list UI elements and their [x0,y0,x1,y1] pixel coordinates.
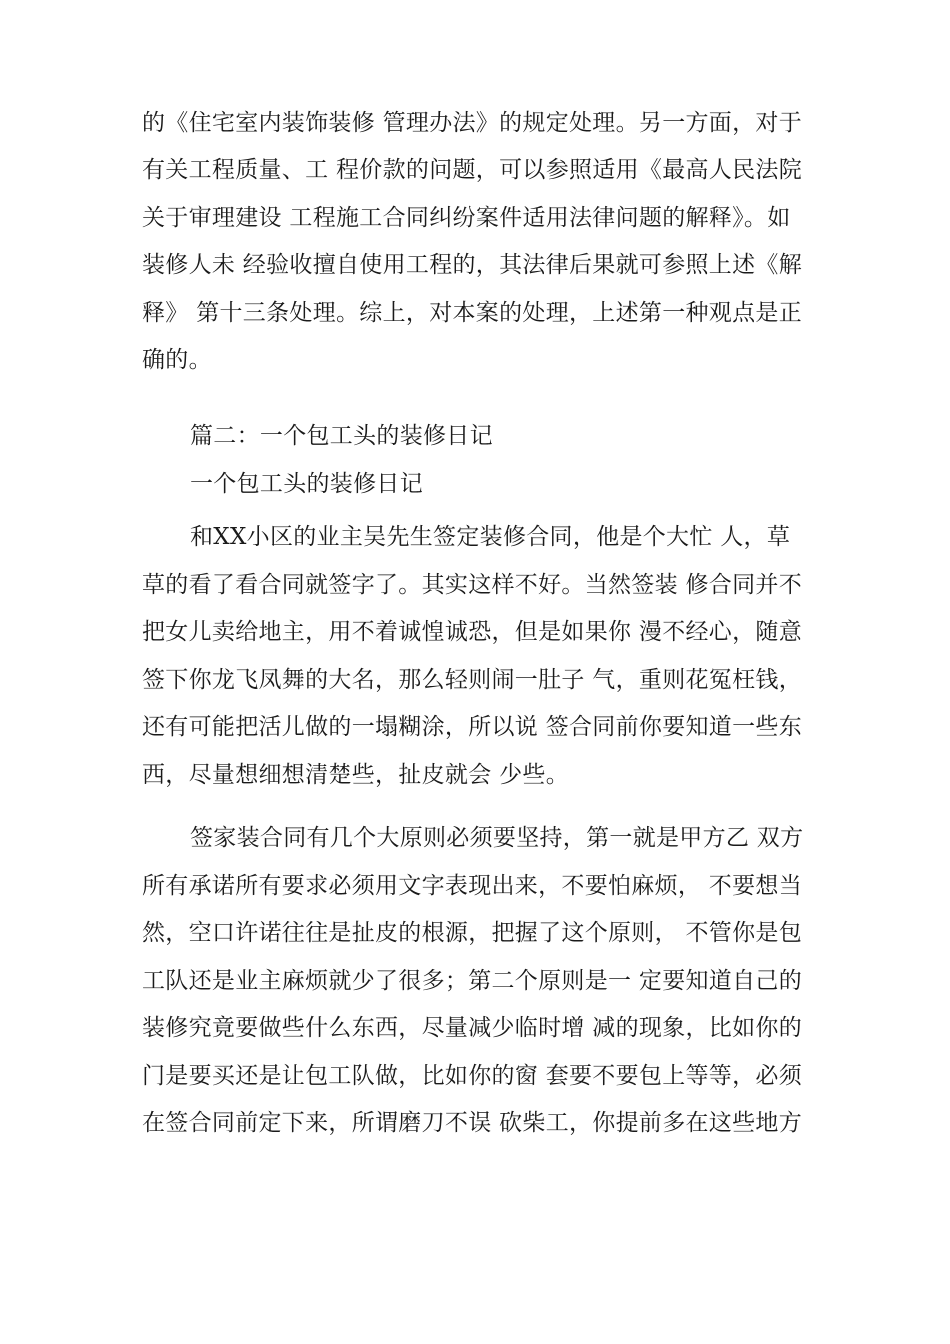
text-line: 工队还是业主麻烦就少了很多；第二个原则是一 定要知道自己的 [142,968,803,994]
section-title: 一个包工头的装修日记 [190,471,423,497]
text-line: 的《住宅室内装饰装修 管理办法》的规定处理。另一方面，对于 [142,110,803,136]
text-line: 装修究竟要做些什么东西，尽量减少临时增 减的现象，比如你的 [142,1015,803,1041]
text-line: 所有承诺所有要求必须用文字表现出来，不要怕麻烦， 不要想当 [142,873,803,899]
text-line: 装修人未 经验收擅自使用工程的，其法律后果就可参照上述《解 [142,252,803,278]
text-line: 签家装合同有几个大原则必须要坚持，第一就是甲方乙 双方 [190,825,804,851]
text-line: 签下你龙飞凤舞的大名，那么轻则闹一肚子 气，重则花冤枉钱， [142,667,803,693]
text-line: 门是要买还是让包工队做，比如你的窗 套要不要包上等等，必须 [142,1063,803,1089]
section-heading: 篇二：一个包工头的装修日记 [190,423,493,449]
text-line: 在签合同前定下来，所谓磨刀不误 砍柴工，你提前多在这些地方 [142,1110,803,1136]
text-line: 确的。 [142,347,212,373]
text-line: 有关工程质量、工 程价款的问题，可以参照适用《最高人民法院 [142,157,803,183]
text-line: 和XX小区的业主吴先生签定装修合同，他是个大忙 人，草 [190,524,791,550]
text-line: 把女儿卖给地主，用不着诚惶诚恐，但是如果你 漫不经心，随意 [142,619,803,645]
text-line: 西，尽量想细想清楚些，扯皮就会 少些。 [142,762,570,788]
text-line: 关于审理建设 工程施工合同纠纷案件适用法律问题的解释》。如 [142,205,791,231]
text-line: 释》 第十三条处理。综上，对本案的处理，上述第一种观点是正 [142,300,803,326]
text-line: 草的看了看合同就签字了。其实这样不好。当然签装 修合同并不 [142,572,803,598]
text-line: 还有可能把活儿做的一塌糊涂，所以说 签合同前你要知道一些东 [142,714,803,740]
text-line: 然，空口许诺往往是扯皮的根源，把握了这个原则， 不管你是包 [142,920,803,946]
